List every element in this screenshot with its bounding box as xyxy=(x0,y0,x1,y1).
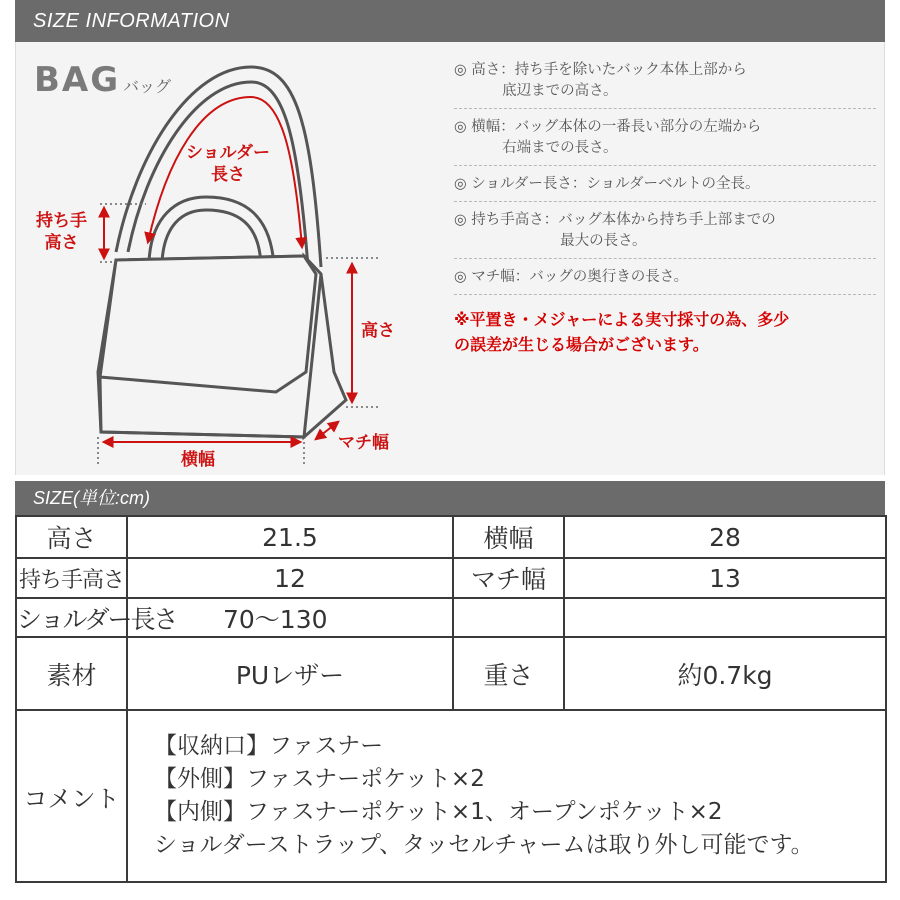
material-cell-label: 素材 xyxy=(16,637,127,710)
table-row xyxy=(16,710,886,882)
gusset-label: マチ幅 xyxy=(338,433,389,453)
comment-line: 【内側】ファスナーポケット×1、オープンポケット×2 xyxy=(154,799,723,825)
empty-cell xyxy=(453,598,564,637)
table-row xyxy=(16,637,886,710)
comment-line: 【外側】ファスナーポケット×2 xyxy=(154,766,485,792)
gusset-cell-value: 13 xyxy=(564,558,886,598)
size-unit-header: SIZE(単位:cm) xyxy=(15,481,885,515)
size-information-header: SIZE INFORMATION xyxy=(15,0,885,42)
note-gusset: ◎ マチ幅：バッグの奥行きの長さ。 xyxy=(454,265,876,295)
shoulder-length-label: ショルダー 長さ xyxy=(186,143,270,185)
height-label: 高さ xyxy=(361,321,395,341)
handle-height-label: 持ち手 高さ xyxy=(36,211,87,253)
bag-flap xyxy=(100,256,316,392)
note-handle: ◎ 持ち手高さ：バッグ本体から持ち手上部までの 最大の長さ。 xyxy=(454,208,876,259)
bag-subtitle: バッグ xyxy=(123,77,172,96)
bag-title: BAG xyxy=(34,60,121,100)
handle-height-cell-value: 12 xyxy=(127,558,453,598)
comment-cell-label: コメント xyxy=(16,710,127,882)
comment-cell-value xyxy=(127,710,886,882)
bag-info-panel xyxy=(15,42,885,475)
shoulder-length-cell-label: ショルダー長さ xyxy=(16,598,127,637)
measurement-warning: ※平置き・メジャーによる実寸採寸の為、多少 の誤差が生じる場合がございます。 xyxy=(454,310,790,354)
bag-diagram xyxy=(16,42,446,475)
table-row xyxy=(16,598,886,637)
size-table xyxy=(15,515,887,883)
weight-cell-label: 重さ xyxy=(453,637,564,710)
note-shoulder: ◎ ショルダー長さ：ショルダーベルトの全長。 xyxy=(454,172,876,202)
width-label: 横幅 xyxy=(181,450,215,470)
handle-height-cell-label: 持ち手高さ xyxy=(16,558,127,598)
empty-cell xyxy=(564,598,886,637)
comment-line: ショルダーストラップ、タッセルチャームは取り外し可能です。 xyxy=(154,832,814,858)
shoulder-length-cell-value: 70〜130 xyxy=(127,598,453,637)
height-cell-value: 21.5 xyxy=(127,516,453,558)
table-row xyxy=(16,558,886,598)
height-cell-label: 高さ xyxy=(16,516,127,558)
gusset-cell-label: マチ幅 xyxy=(453,558,564,598)
material-cell-value: PUレザー xyxy=(127,637,453,710)
table-row xyxy=(16,516,886,558)
width-cell-label: 横幅 xyxy=(453,516,564,558)
weight-cell-value: 約0.7kg xyxy=(564,637,886,710)
measurement-notes xyxy=(454,58,876,357)
note-width: ◎ 横幅：バッグ本体の一番長い部分の左端から 右端までの長さ。 xyxy=(454,115,876,166)
comment-line: 【収納口】ファスナー xyxy=(154,733,384,759)
width-cell-value: 28 xyxy=(564,516,886,558)
note-height: ◎ 高さ：持ち手を除いたバック本体上部から 底辺までの高さ。 xyxy=(454,58,876,109)
